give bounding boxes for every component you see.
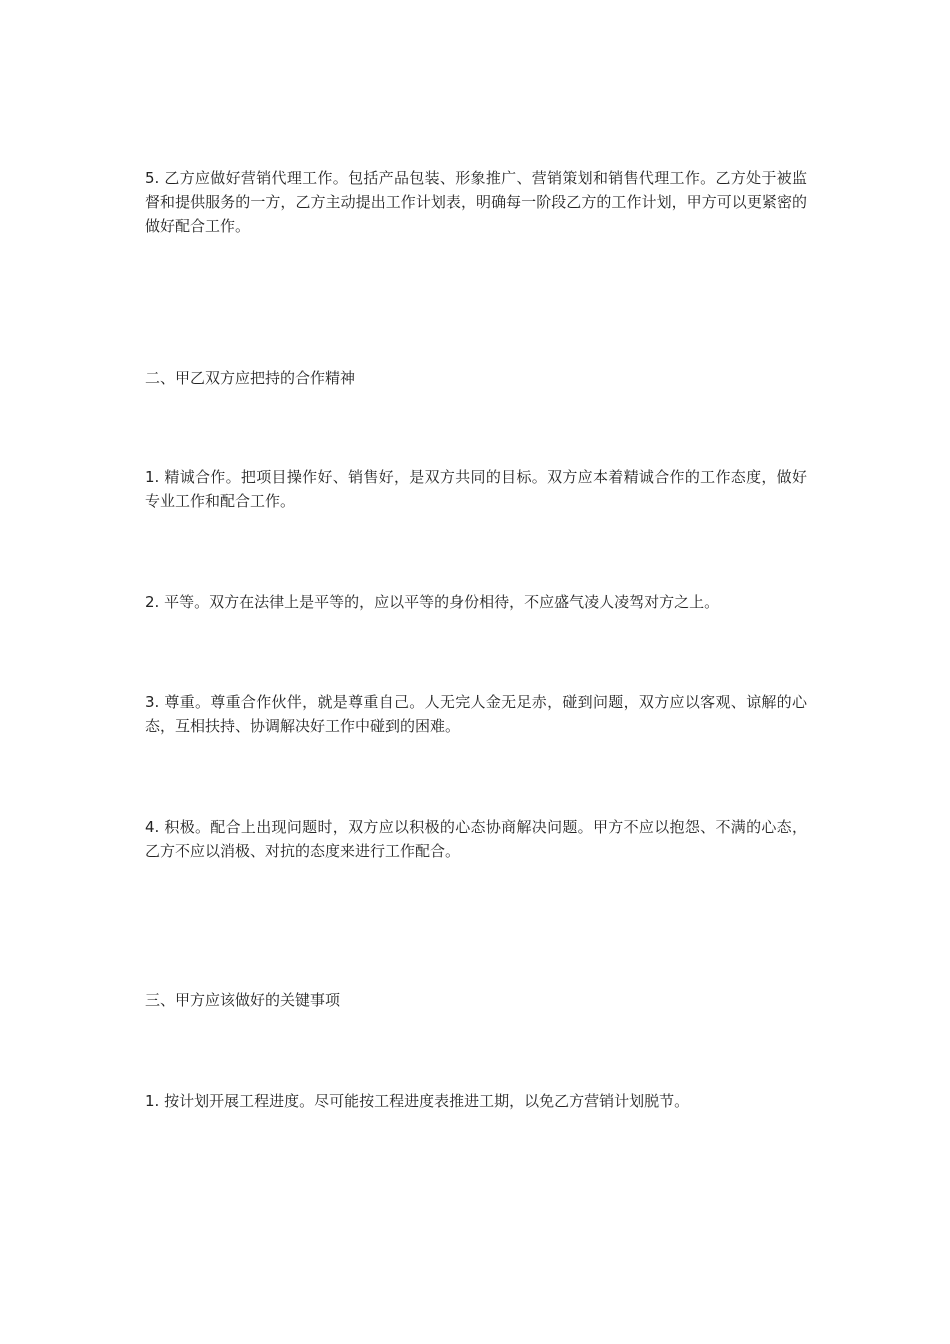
paragraph-respect: 3. 尊重。尊重合作伙伴，就是尊重自己。人无完人金无足赤，碰到问题，双方应以客观、谅解的心态，互相扶持、协调解决好工作中碰到的困难。 xyxy=(145,693,807,735)
paragraph-positive-attitude: 4. 积极。配合上出现问题时，双方应以积极的心态协商解决问题。甲方不应以抱怨、不满的心态，乙方不应以消极、对抗的态度来进行工作配合。 xyxy=(145,818,807,860)
paragraph-sincere-cooperation: 1. 精诚合作。把项目操作好、销售好，是双方共同的目标。双方应本着精诚合作的工作态度，做好专业工作和配合工作。 xyxy=(145,468,807,510)
paragraph-project-schedule: 1. 按计划开展工程进度。尽可能按工程进度表推进工期，以免乙方营销计划脱节。 xyxy=(145,1092,690,1110)
section-heading-key-matters: 三、甲方应该做好的关键事项 xyxy=(145,991,341,1009)
section-heading-cooperation-spirit: 二、甲乙双方应把持的合作精神 xyxy=(145,369,356,387)
paragraph-marketing-agency: 5. 乙方应做好营销代理工作。包括产品包装、形象推广、营销策划和销售代理工作。乙方处于被监督和提供服务的一方，乙方主动提出工作计划表，明确每一阶段乙方的工作计划，甲方可以更紧密的做好配合工作。 xyxy=(145,169,807,235)
paragraph-equality: 2. 平等。双方在法律上是平等的，应以平等的身份相待，不应盛气凌人凌驾对方之上。 xyxy=(145,593,720,611)
